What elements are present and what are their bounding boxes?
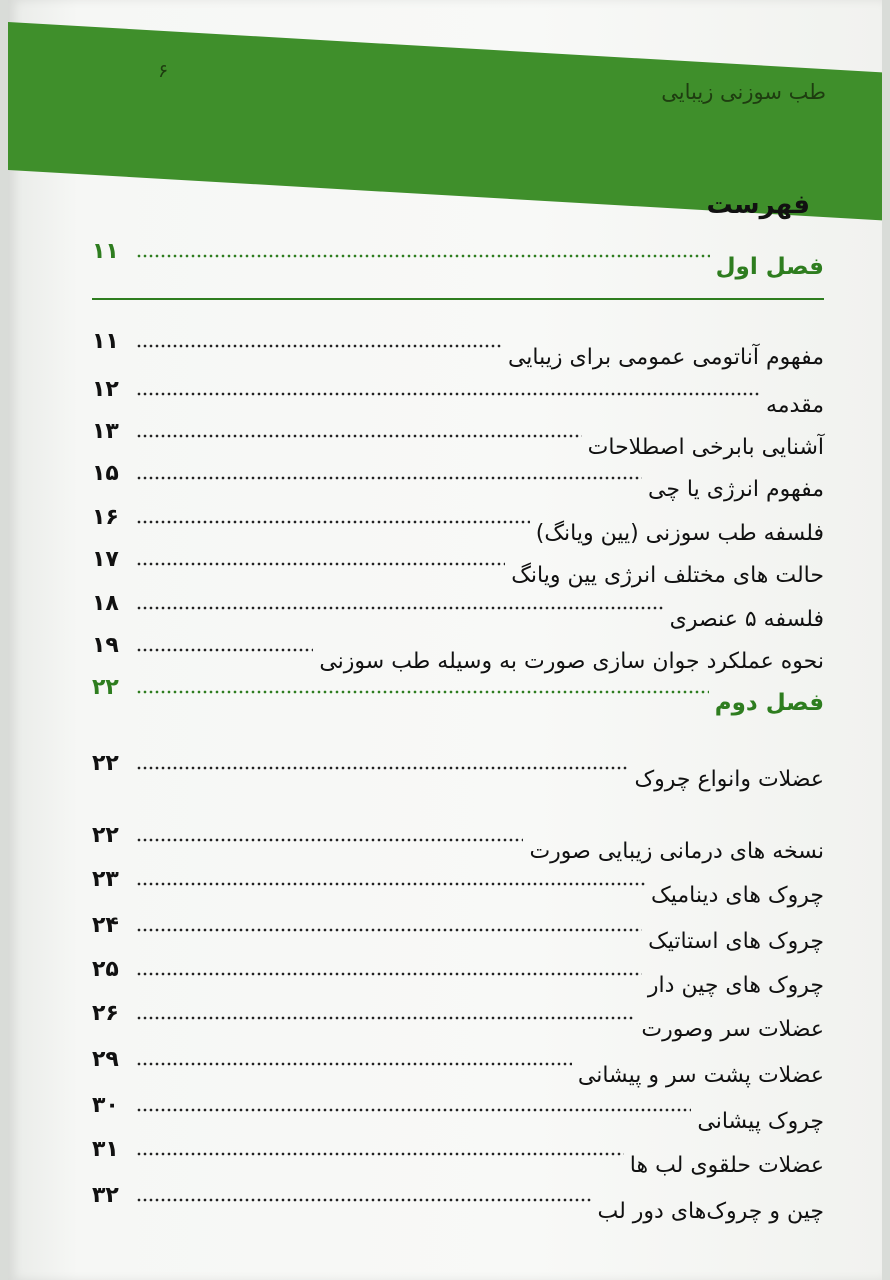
- entry-page: ۲۵: [92, 957, 119, 982]
- dot-leader: [136, 476, 642, 480]
- entry-label: چروک های استاتیک: [648, 929, 824, 954]
- toc-entry[interactable]: [92, 592, 824, 632]
- entry-page: ۳۰: [92, 1093, 119, 1118]
- entry-label: چروک های چین دار: [647, 973, 824, 998]
- running-header-title: طب سوزنی زیبایی: [661, 80, 826, 104]
- toc-chapter-2[interactable]: [92, 676, 824, 716]
- dot-leader: [136, 1198, 591, 1202]
- dot-leader: [136, 1152, 624, 1156]
- toc-entry[interactable]: [92, 1184, 824, 1224]
- entry-page: ۳۲: [92, 1183, 119, 1208]
- dot-leader: [136, 392, 760, 396]
- entry-page: ۳۱: [92, 1137, 119, 1162]
- chapter-title: فصل اول: [715, 254, 824, 280]
- toc-entry[interactable]: [92, 1048, 824, 1088]
- entry-page: ۱۳: [92, 419, 119, 444]
- toc-entry[interactable]: [92, 1002, 824, 1042]
- toc-entry[interactable]: [92, 420, 824, 460]
- dot-leader: [136, 882, 645, 886]
- entry-page: ۱۲: [92, 377, 119, 402]
- entry-page: ۱۵: [92, 461, 119, 486]
- entry-page: ۲۲: [92, 751, 119, 776]
- entry-label: فلسفه ۵ عنصری: [669, 607, 824, 632]
- toc-heading: فهرست: [706, 190, 810, 220]
- entry-label: مفهوم آناتومی عمومی برای زیبایی: [507, 345, 824, 370]
- entry-page: ۲۹: [92, 1047, 119, 1072]
- toc-entry[interactable]: [92, 914, 824, 954]
- dot-leader: [136, 1016, 635, 1020]
- entry-page: ۲۲: [92, 823, 119, 848]
- toc-entry[interactable]: [92, 634, 824, 674]
- toc-chapter-1[interactable]: [92, 240, 824, 280]
- entry-label: عضلات سر وصورت: [641, 1017, 824, 1042]
- entry-page: ۲۳: [92, 867, 119, 892]
- entry-page: ۲۴: [92, 913, 119, 938]
- entry-label: حالت های مختلف انرژی یین ویانگ: [511, 563, 824, 588]
- book-page: [8, 0, 882, 1280]
- dot-leader: [136, 766, 628, 770]
- chapter-page: ۲۲: [92, 675, 119, 700]
- entry-label: فلسفه طب سوزنی (یین ویانگ): [535, 521, 824, 546]
- entry-label: عضلات پشت سر و پیشانی: [577, 1063, 824, 1088]
- toc-entry[interactable]: [92, 958, 824, 998]
- toc-entry[interactable]: [92, 378, 824, 418]
- toc-entry[interactable]: [92, 548, 824, 588]
- toc-entry[interactable]: [92, 506, 824, 546]
- entry-page: ۱۸: [92, 591, 119, 616]
- entry-label: نحوه عملکرد جوان سازی صورت به وسیله طب سوزنی: [319, 649, 824, 674]
- dot-leader: [136, 690, 709, 694]
- dot-leader: [136, 1062, 572, 1066]
- entry-label: مقدمه: [765, 393, 824, 418]
- entry-label: عضلات حلقوی لب ها: [629, 1153, 824, 1178]
- toc-entry[interactable]: [92, 752, 824, 792]
- entry-page: ۲۶: [92, 1001, 119, 1026]
- entry-label: نسخه های درمانی زیبایی صورت: [529, 839, 824, 864]
- entry-label: مفهوم انرژی یا چی: [648, 477, 824, 502]
- dot-leader: [136, 972, 642, 976]
- entry-page: ۱۷: [92, 547, 119, 572]
- entry-label: چروک های دینامیک: [651, 883, 824, 908]
- toc-entry[interactable]: [92, 824, 824, 864]
- chapter-title: فصل دوم: [714, 690, 824, 716]
- toc-entry[interactable]: [92, 1138, 824, 1178]
- chapter-divider: [92, 298, 824, 300]
- dot-leader: [136, 520, 530, 524]
- entry-label: عضلات وانواع چروک: [634, 767, 824, 792]
- entry-label: چروک پیشانی: [697, 1109, 824, 1134]
- dot-leader: [136, 1108, 691, 1112]
- entry-page: ۱۹: [92, 633, 119, 658]
- chapter-page: ۱۱: [92, 239, 119, 264]
- dot-leader: [136, 562, 505, 566]
- toc-entry[interactable]: [92, 330, 824, 370]
- dot-leader: [136, 344, 502, 348]
- dot-leader: [136, 434, 582, 438]
- dot-leader: [136, 838, 523, 842]
- page-number: ۶: [158, 60, 169, 82]
- toc-entry[interactable]: [92, 1094, 824, 1134]
- toc-entry[interactable]: [92, 462, 824, 502]
- dot-leader: [136, 648, 313, 652]
- dot-leader: [136, 606, 664, 610]
- entry-label: آشنایی بابرخی اصطلاحات: [587, 435, 824, 460]
- entry-label: چین و چروک‌های دور لب: [597, 1199, 824, 1224]
- entry-page: ۱۶: [92, 505, 119, 530]
- dot-leader: [136, 928, 642, 932]
- dot-leader: [136, 254, 710, 258]
- toc-entry[interactable]: [92, 868, 824, 908]
- entry-page: ۱۱: [92, 329, 119, 354]
